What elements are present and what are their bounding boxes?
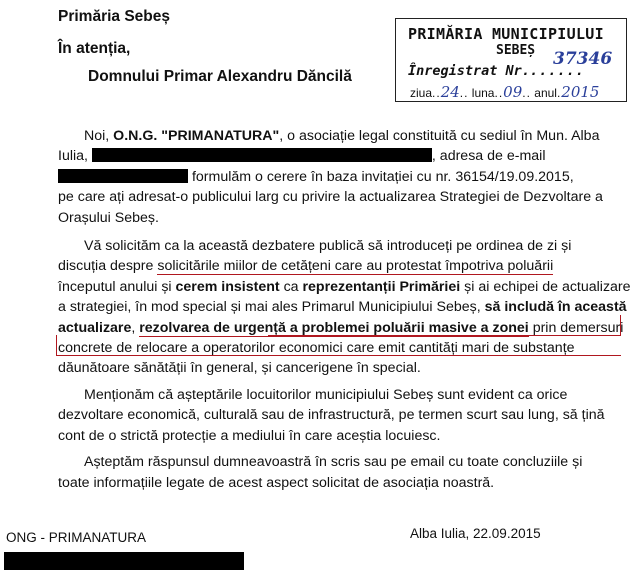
stamp-month: 09 (503, 83, 523, 101)
stamp-registration-label: Înregistrat Nr. (408, 63, 530, 79)
stamp-day: 24 (440, 83, 460, 101)
body-line: începutul anului și cerem insistent ca reprezentanții Primăriei și ai echipei de actualizare (58, 279, 631, 295)
body-line: pe care ați adresat-o publicului larg cu privire la actualizarea Strategiei de Dezvoltare a (58, 189, 603, 205)
stamp-day-label: ziua (410, 86, 433, 100)
addressee-line: Domnului Primar Alexandru Dăncilă (88, 68, 352, 85)
registration-stamp (395, 18, 627, 102)
redacted-email (58, 169, 188, 183)
body-line: formulăm o cerere în baza invitației cu nr. 36154/19.09.2015, (58, 167, 574, 187)
stamp-registration: Înregistrat Nr....... 37346 (408, 49, 613, 79)
stamp-date: ziua..24.. luna..09.. anul.2015 (410, 83, 600, 101)
stamp-month-label: luna (471, 86, 495, 100)
highlight-box-top (268, 315, 621, 336)
body-line: a strategiei, în mod special și mai ales Primarul Municipiului Sebeș, să includă în această (58, 299, 627, 315)
stamp-year-label: anul (534, 86, 557, 100)
body-line: toate informațiile legate de acest aspect solicitat de asociația noastră. (58, 475, 495, 491)
body-line: Orașului Sebeș. (58, 210, 159, 226)
org-name: O.N.G. "PRIMANATURA" (113, 128, 280, 144)
stamp-city: SEBEȘ (496, 43, 536, 58)
body-line: dezvoltare economică, culturală sau de infrastructură, pe termen scurt sau lung, să țină (58, 407, 605, 423)
body-line: concrete de relocare a operatorilor economici care emit cantități mari de substanțe (58, 340, 575, 356)
signatory: ONG - PRIMANATURA (6, 530, 147, 545)
body-line: Menționăm că așteptările locuitorilor municipiului Sebeș sunt evident ca orice (84, 387, 568, 403)
stamp-year: 2015 (561, 83, 600, 101)
attention-line: În atenția, (58, 40, 131, 57)
body-line: cont de o strictă protecție a mediului în care aceștia locuiesc. (58, 428, 441, 444)
highlight-box-bottom (56, 335, 621, 356)
body-line: Vă solicităm ca la această dezbatere publică să introduceți pe ordinea de zi și (84, 238, 572, 254)
body-line: discuția despre solicitările miilor de cetățeni care au protestat împotriva poluării (58, 258, 554, 274)
redacted-address (92, 148, 432, 162)
body-line: Iulia, , adresa de e-mail (58, 148, 546, 164)
place-date: Alba Iulia, 22.09.2015 (410, 526, 541, 541)
underlined-demand: rezolvarea de urgență a problemei poluării masive a zonei (139, 320, 529, 336)
body-line: actualizare, rezolvarea de urgență a problemei poluării masive a zonei prin demersuri (58, 320, 624, 336)
institution-name: Primăria Sebeș (58, 8, 171, 25)
redacted-signature (4, 552, 244, 570)
stamp-registration-number: 37346 (553, 49, 613, 69)
body-line: dăunătoare sănătății în general, și cancerigene în special. (58, 360, 421, 376)
body-line: Noi, O.N.G. "PRIMANATURA", o asociație legal constituită cu sediul în Mun. Alba (84, 128, 600, 144)
body-line: Așteptăm răspunsul dumneavoastră în scris sau pe email cu toate concluziile și (84, 454, 583, 470)
stamp-title: PRIMĂRIA MUNICIPIULUI (408, 25, 604, 43)
underlined-request: solicitările miilor de cetățeni care au protestat împotriva poluării (157, 258, 554, 274)
